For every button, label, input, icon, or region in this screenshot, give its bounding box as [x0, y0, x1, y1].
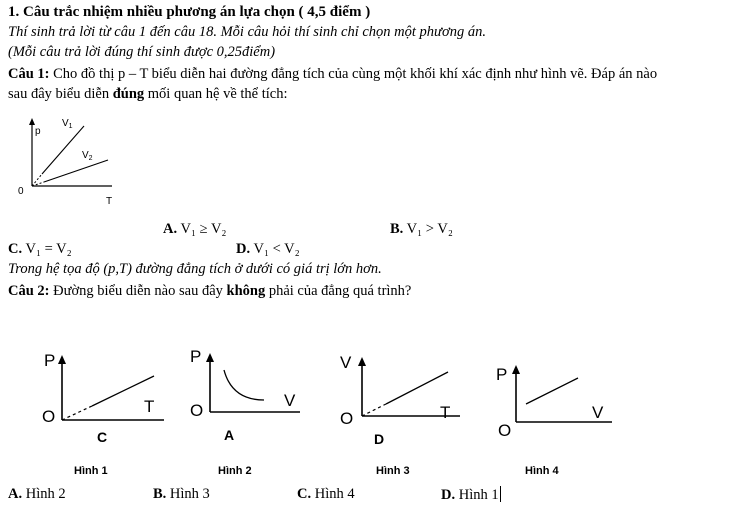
q1-option-b-letter: B.	[390, 221, 404, 237]
q2-figure-4	[488, 342, 628, 482]
q1-option-a-letter: A.	[163, 221, 178, 237]
q1-option-b-text: V₁ > V₂	[403, 221, 453, 237]
fig4-y-axis-arrow	[512, 365, 520, 374]
fig2-origin-label: O	[190, 401, 204, 420]
points-note: (Mỗi câu trả lời đúng thí sinh được 0,25điểm)	[8, 44, 276, 60]
q2-option-b-letter: B.	[153, 486, 167, 502]
fig4-x-label: V	[592, 403, 604, 422]
fig3-line	[386, 372, 448, 404]
q1-p-axis-arrow	[29, 118, 35, 125]
section-instruction: Thí sinh trả lời từ câu 1 đến câu 18. Mỗi câu hỏi thí sinh chỉ chọn một phương án.	[8, 24, 486, 40]
section-heading: 1. Câu trắc nhiệm nhiều phương án lựa chọn ( 4,5 điểm )	[8, 4, 371, 20]
fig2-caption: Hình 2	[218, 465, 252, 477]
fig4-y-label: P	[496, 365, 508, 384]
q2-label: Câu 2:	[8, 283, 50, 299]
q2-figure-3	[336, 342, 476, 482]
q2-option-c-text: Hình 4	[311, 486, 355, 502]
fig2-y-axis-arrow	[206, 353, 214, 362]
q1-note: Trong hệ tọa độ (p,T) đường đẳng tích ở dưới có giá trị lớn hơn.	[8, 261, 382, 277]
text-cursor	[500, 486, 501, 502]
q1-pt-graph	[14, 112, 124, 208]
q1-option-a-text: V₁ ≥ V₂	[177, 221, 227, 237]
q2-option-a[interactable]	[8, 486, 66, 503]
fig1-y-axis-arrow	[58, 355, 66, 364]
fig3-letter: D	[374, 431, 385, 447]
q2-text-bold: không	[226, 283, 266, 299]
q1-t-label: T	[106, 196, 113, 207]
fig4-origin-label: O	[498, 421, 512, 440]
fig1-x-label: T	[144, 397, 155, 416]
fig3-origin-label: O	[340, 409, 354, 428]
fig1-caption: Hình 1	[74, 465, 108, 477]
fig1-letter: C	[97, 429, 108, 445]
q2-figure-2	[180, 342, 320, 482]
fig1-y-label: P	[44, 351, 56, 370]
q1-v1-line	[42, 126, 84, 174]
fig3-y-axis-arrow	[358, 357, 366, 366]
fig4-line	[526, 378, 578, 404]
q1-option-b[interactable]	[390, 221, 453, 238]
q1-label: Câu 1:	[8, 66, 50, 82]
q2-option-d-text: Hình 1	[455, 487, 499, 503]
q1-option-d[interactable]	[236, 241, 300, 258]
fig2-y-label: P	[190, 347, 202, 366]
q1-text2a: sau đây biểu diễn	[8, 86, 113, 102]
q1-p-label: p	[35, 126, 41, 137]
q1-option-c[interactable]	[8, 241, 72, 258]
q2-text1: Đường biểu diễn nào sau đây	[49, 283, 227, 299]
q2-line	[8, 283, 411, 300]
q1-v2-dashed	[32, 182, 44, 186]
q2-option-b-text: Hình 3	[166, 486, 210, 502]
q1-option-c-text: V₁ = V₂	[22, 241, 72, 257]
q1-option-d-letter: D.	[236, 241, 251, 257]
fig2-letter: A	[224, 427, 235, 443]
q1-v2-line	[44, 160, 108, 182]
fig2-x-label: V	[284, 391, 296, 410]
fig2-curve	[224, 370, 264, 400]
q1-text2c: mối quan hệ về thể tích:	[144, 86, 288, 102]
q2-option-d-letter: D.	[441, 487, 456, 503]
q2-option-d[interactable]	[441, 486, 501, 504]
fig3-dashed-segment	[362, 404, 386, 416]
q1-v1-label: $V_1$	[62, 118, 73, 130]
q2-figure-1	[36, 342, 176, 482]
q2-option-a-text: Hình 2	[22, 486, 66, 502]
fig1-dashed-segment	[62, 406, 92, 420]
q1-option-d-text: V₁ < V₂	[250, 241, 300, 257]
q1-line2	[8, 86, 288, 103]
q1-option-c-letter: C.	[8, 241, 23, 257]
fig1-origin-label: O	[42, 407, 56, 426]
q2-option-c-letter: C.	[297, 486, 312, 502]
q2-option-a-letter: A.	[8, 486, 23, 502]
q1-line1	[8, 66, 657, 83]
q2-option-b[interactable]	[153, 486, 210, 503]
fig3-x-label: T	[440, 403, 451, 422]
q2-option-c[interactable]	[297, 486, 355, 503]
fig4-caption: Hình 4	[525, 465, 559, 477]
q2-text2: phải của đẳng quá trình?	[265, 283, 412, 299]
q1-text2b: đúng	[112, 86, 145, 102]
q1-option-a[interactable]	[163, 221, 226, 238]
q1-v2-label: $V_2$	[82, 150, 93, 162]
q1-origin-label: 0	[18, 186, 24, 197]
q1-text1: Cho đồ thị p – T biểu diễn hai đường đẳng tích của cùng một khối khí xác định như hình vẽ. Đáp án nào	[49, 66, 658, 82]
fig3-y-label: V	[340, 353, 352, 372]
fig3-caption: Hình 3	[376, 465, 410, 477]
